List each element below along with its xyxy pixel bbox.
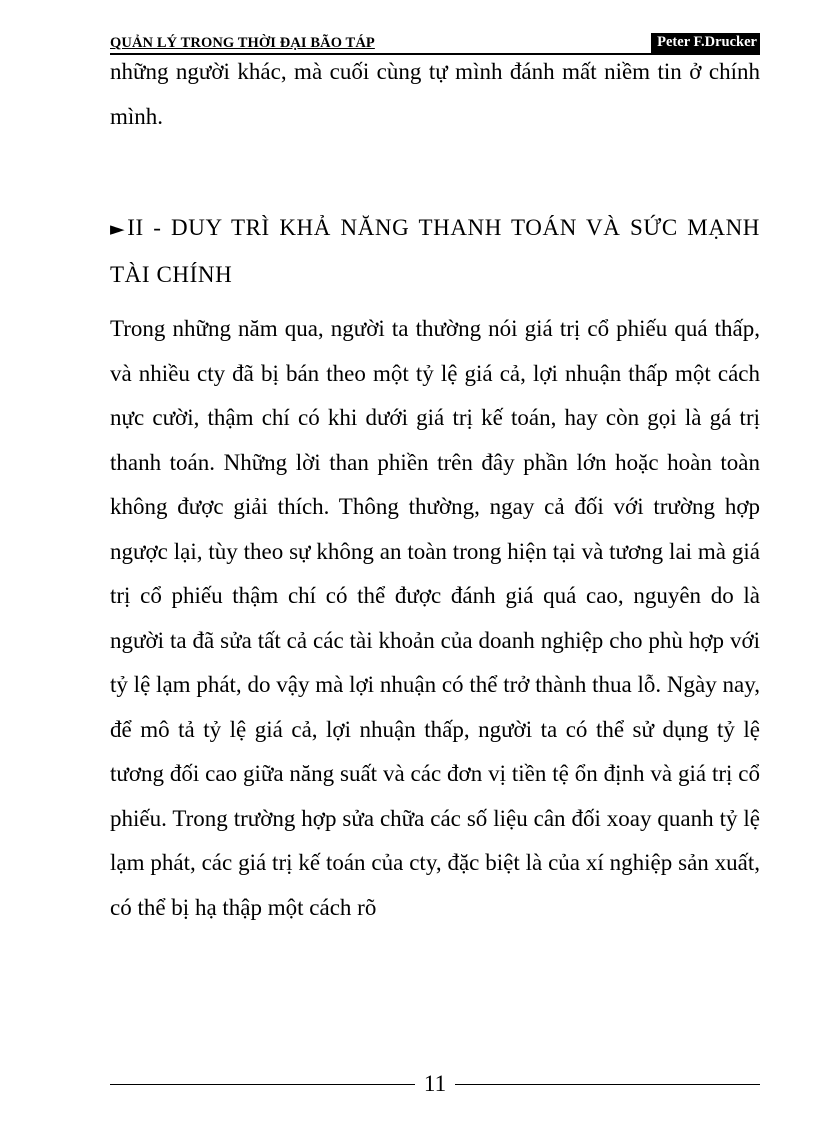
intro-paragraph: những người khác, mà cuối cùng tự mình đánh mất niềm tin ở chính mình. <box>110 59 760 129</box>
body-paragraph: Trong những năm qua, người ta thường nói giá trị cổ phiếu quá thấp, và nhiều cty đã bị bán theo một tỷ lệ giá cả, lợi nhuận thấp một cách nực cười, thậm chí có khi dưới giá trị kế toán, hay còn gọi là gá trị thanh toán. Những lời than phiền trên đây phần lớn hoặc hoàn toàn không được giải thích. Thông thường, ngay cả đối với trường hợp ngược lại, tùy theo sự không an toàn trong hiện tại và tương lai mà giá trị cổ phiếu thậm chí có thể được đánh giá quá cao, nguyên do là người ta đã sửa tất cả các tài khoản của doanh nghiệp cho phù hợp với tỷ lệ lạm phát, do vậy mà lợi nhuận có thể trở thành thua lỗ. Ngày nay, để mô tả tỷ lệ giá cả, lợi nhuận thấp, người ta có thể sử dụng tỷ lệ tương đối cao giữa năng suất và các đơn vị tiền tệ ổn định và giá trị cổ phiếu. Trong trường hợp sửa chữa các số liệu cân đối xoay quanh tỷ lệ lạm phát, các giá trị kế toán của cty, đặc biệt là của xí nghiệp sản xuất, có thể bị hạ thập một cách rõ <box>110 316 760 920</box>
footer-rule-right <box>455 1084 760 1085</box>
book-title: QUẢN LÝ TRONG THỜI ĐẠI BÃO TÁP <box>110 35 375 51</box>
footer-rule-left <box>110 1084 415 1085</box>
section-heading <box>110 205 760 297</box>
arrow-right-icon: ► <box>110 218 126 240</box>
author-name: Peter F.Drucker <box>651 33 760 53</box>
page-footer <box>110 1069 760 1099</box>
page-number: 11 <box>423 1071 447 1096</box>
section-heading-text: II - DUY TRÌ KHẢ NĂNG THANH TOÁN VÀ SỨC MẠNH TÀI CHÍNH <box>110 215 760 287</box>
